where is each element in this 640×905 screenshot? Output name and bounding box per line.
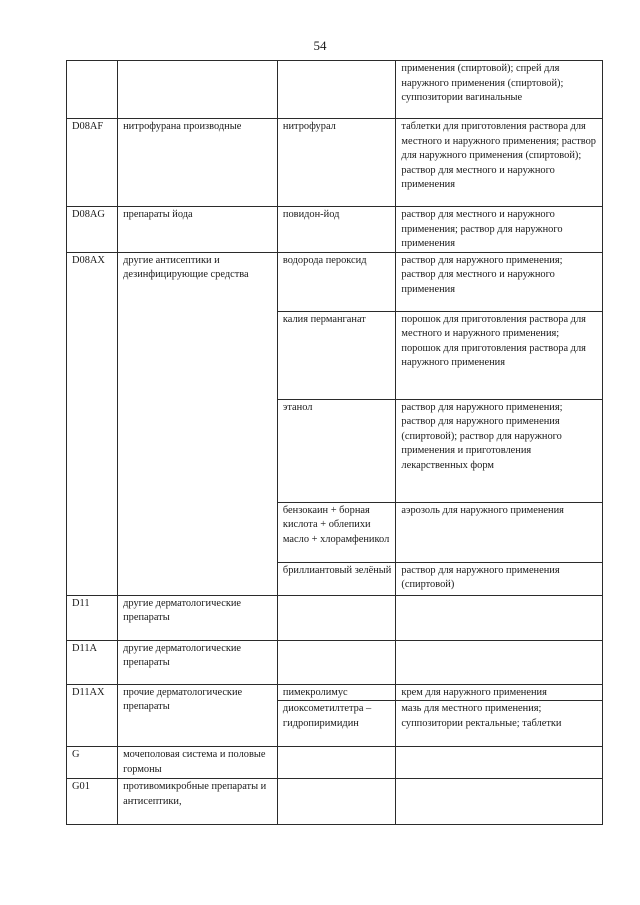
table-row: [67, 747, 603, 779]
group-name-cell: препараты йода: [118, 207, 278, 253]
substance-cell: этанол: [277, 399, 396, 502]
dosage-form-cell: [396, 779, 603, 825]
atc-code-cell: D11A: [67, 640, 118, 684]
dosage-form-cell: применения (спиртовой); спрей для наружного применения (спиртовой); суппозитории вагинальные: [396, 61, 603, 119]
table-row: [67, 779, 603, 825]
table-row: [67, 595, 603, 640]
group-name-cell: нитрофурана производные: [118, 119, 278, 207]
group-name-cell: мочеполовая система и половые гормоны: [118, 747, 278, 779]
substance-cell: водорода пероксид: [277, 252, 396, 311]
group-name-cell: прочие дерматологические препараты: [118, 684, 278, 747]
substance-cell: повидон-йод: [277, 207, 396, 253]
substance-cell: [277, 61, 396, 119]
group-name-cell: другие дерматологические препараты: [118, 595, 278, 640]
dosage-form-cell: раствор для наружного применения; раствор для местного и наружного применения: [396, 252, 603, 311]
atc-code-cell: D08AX: [67, 252, 118, 595]
table-row: [67, 119, 603, 207]
atc-code-cell: D08AF: [67, 119, 118, 207]
substance-cell: [277, 595, 396, 640]
atc-code-cell: D11AX: [67, 684, 118, 747]
dosage-form-cell: раствор для местного и наружного применения; раствор для наружного применения: [396, 207, 603, 253]
dosage-form-cell: [396, 640, 603, 684]
atc-code-cell: D11: [67, 595, 118, 640]
dosage-form-cell: крем для наружного применения: [396, 684, 603, 701]
substance-cell: бензокаин + борная кислота + облепихи масло + хлорамфеникол: [277, 502, 396, 562]
dosage-form-cell: аэрозоль для наружного применения: [396, 502, 603, 562]
dosage-form-cell: таблетки для приготовления раствора для местного и наружного применения; раствор для наружного применения (спиртовой); раствор для местного и наружного применения: [396, 119, 603, 207]
atc-code-cell: [67, 61, 118, 119]
group-name-cell: противомикробные препараты и антисептики,: [118, 779, 278, 825]
dosage-form-cell: [396, 747, 603, 779]
group-name-cell: другие дерматологические препараты: [118, 640, 278, 684]
atc-code-cell: G01: [67, 779, 118, 825]
table-row: [67, 684, 603, 701]
group-name-cell: [118, 61, 278, 119]
dosage-form-cell: порошок для приготовления раствора для местного и наружного применения; порошок для приготовления раствора для наружного применения: [396, 311, 603, 399]
substance-cell: диоксометилтетра – гидропиримидин: [277, 701, 396, 747]
atc-code-cell: D08AG: [67, 207, 118, 253]
substance-cell: [277, 640, 396, 684]
substance-cell: нитрофурал: [277, 119, 396, 207]
dosage-form-cell: мазь для местного применения; суппозитории ректальные; таблетки: [396, 701, 603, 747]
dosage-form-cell: [396, 595, 603, 640]
table-row: [67, 640, 603, 684]
substance-cell: бриллиантовый зелёный: [277, 562, 396, 595]
substance-cell: калия перманганат: [277, 311, 396, 399]
substance-cell: пимекролимус: [277, 684, 396, 701]
dosage-form-cell: раствор для наружного применения (спиртовой): [396, 562, 603, 595]
substance-cell: [277, 747, 396, 779]
group-name-cell: другие антисептики и дезинфицирующие средства: [118, 252, 278, 595]
table-row: [67, 252, 603, 311]
dosage-form-cell: раствор для наружного применения; раствор для наружного применения (спиртовой); раствор для наружного применения и приготовления лекарственных форм: [396, 399, 603, 502]
atc-code-cell: G: [67, 747, 118, 779]
table-row: [67, 207, 603, 253]
drug-table: [66, 60, 603, 825]
table-row: [67, 61, 603, 119]
page-number: 54: [313, 38, 327, 53]
substance-cell: [277, 779, 396, 825]
